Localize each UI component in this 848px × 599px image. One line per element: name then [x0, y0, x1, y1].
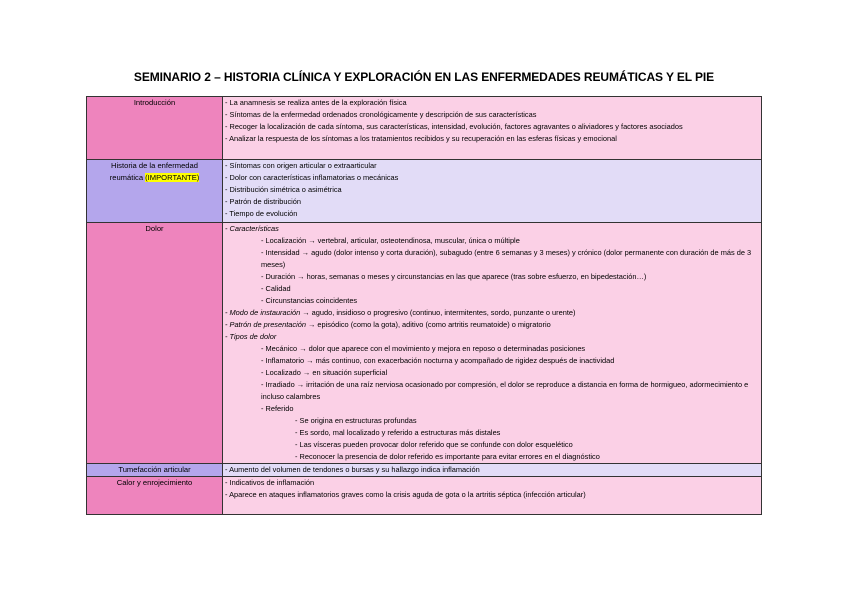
list-item: - Aparece en ataques inflamatorios graves como la crisis aguda de gota o la artritis séptica (infección articular): [225, 490, 586, 499]
row-content-tumefaccion: [223, 464, 762, 477]
table-row-dolor: [87, 223, 762, 464]
row-header-tumefaccion: [87, 464, 223, 477]
row-header-label: Tumefacción articular: [118, 465, 191, 474]
row-header-historia: [87, 160, 223, 223]
list-item: - Síntomas de la enfermedad ordenados cronológicamente y descripción de sus características: [225, 110, 537, 119]
row-header-dolor: [87, 223, 223, 464]
list-item: - Duración → horas, semanas o meses y circunstancias en las que aparece (tras sobre esfuerzo, en bipedestación…): [261, 272, 647, 281]
list-item: - Intensidad → agudo (dolor intenso y corta duración), subagudo (entre 6 semanas y 3 meses) y crónico (dolor permanente con duración de más de 3 meses): [261, 248, 752, 269]
row-header-label: Introducción: [133, 98, 176, 107]
row-header-calor: [87, 477, 223, 515]
row-header-label: Historia de la enfermedad: [111, 161, 198, 170]
list-item: - Se origina en estructuras profundas: [295, 416, 417, 425]
section-label-presentacion: - Patrón de presentación: [225, 320, 306, 329]
list-item: - Patrón de distribución: [225, 197, 301, 206]
list-item: - Las vísceras pueden provocar dolor referido que se confunde con dolor esquelético: [295, 440, 573, 449]
list-item-presentacion: [225, 319, 759, 331]
list-item: - Analizar la respuesta de los síntomas a los tratamientos recibidos y su recuperación en las esferas físicas y emocional: [225, 134, 617, 143]
section-label-tipos: - Tipos de dolor: [225, 332, 277, 341]
list-item: - Recoger la localización de cada síntoma, sus características, intensidad, evolución, factores agravantes o aliviadores y factores asociados: [225, 122, 683, 131]
list-item: - Distribución simétrica o asimétrica: [225, 185, 342, 194]
list-item: - Inflamatorio → más continuo, con exacerbación nocturna y acompañado de rigidez después de inactividad: [261, 356, 615, 365]
section-label-caracteristicas: - Características: [225, 224, 279, 233]
table-row-tumefaccion: [87, 464, 762, 477]
seminar-table: [86, 96, 762, 515]
page-title: SEMINARIO 2 – HISTORIA CLÍNICA Y EXPLORACIÓN EN LAS ENFERMEDADES REUMÁTICAS Y EL PIE: [133, 70, 715, 84]
list-item-instauracion: [225, 307, 759, 319]
table-row-historia: [87, 160, 762, 223]
row-content-calor: [223, 477, 762, 515]
row-header-prefix: reumática: [109, 173, 146, 182]
list-item: - Calidad: [261, 284, 291, 293]
list-item: - Circunstancias coincidentes: [261, 296, 358, 305]
list-item: - La anamnesis se realiza antes de la exploración física: [225, 98, 407, 107]
row-header-label-2: [89, 172, 220, 184]
list-item: - Mecánico → dolor que aparece con el movimiento y mejora en reposo o determinadas posiciones: [261, 344, 586, 353]
row-header-label: Calor y enrojecimiento: [116, 478, 193, 487]
presentacion-text: → episódico (como la gota), aditivo (como artritis reumatoide) o migratorio: [305, 320, 551, 329]
section-label-instauracion: - Modo de instauración: [225, 308, 301, 317]
table-row-introduccion: [87, 97, 762, 160]
row-content-dolor: [223, 223, 762, 464]
instauracion-text: → agudo, insidioso o progresivo (continuo, intermitentes, sordo, punzante o urente): [300, 308, 576, 317]
list-item: - Reconocer la presencia de dolor referido es importante para evitar errores en el diagnóstico: [295, 452, 600, 461]
list-item: - Dolor con características inflamatorias o mecánicas: [225, 173, 399, 182]
list-item: - Irradiado → irritación de una raíz nerviosa ocasionado por compresión, el dolor se reproduce a distancia en forma de hormigueo, adormecimiento e incluso calambres: [261, 380, 749, 401]
list-item: - Tiempo de evolución: [225, 209, 298, 218]
list-item: - Localizado → en situación superficial: [261, 368, 388, 377]
table-row-calor: [87, 477, 762, 515]
row-header-introduccion: [87, 97, 223, 160]
list-item: - Es sordo, mal localizado y referido a estructuras más distales: [295, 428, 501, 437]
list-item: - Aumento del volumen de tendones o bursas y su hallazgo indica inflamación: [225, 465, 480, 474]
list-item: - Síntomas con origen articular o extraarticular: [225, 161, 377, 170]
list-item: - Indicativos de inflamación: [225, 478, 315, 487]
list-item: - Localización → vertebral, articular, osteotendinosa, muscular, única o múltiple: [261, 236, 520, 245]
important-highlight: (IMPORTANTE): [145, 173, 200, 182]
row-content-introduccion: [223, 97, 762, 160]
row-content-historia: [223, 160, 762, 223]
list-item: - Referido: [261, 404, 294, 413]
row-header-label: Dolor: [145, 224, 164, 233]
